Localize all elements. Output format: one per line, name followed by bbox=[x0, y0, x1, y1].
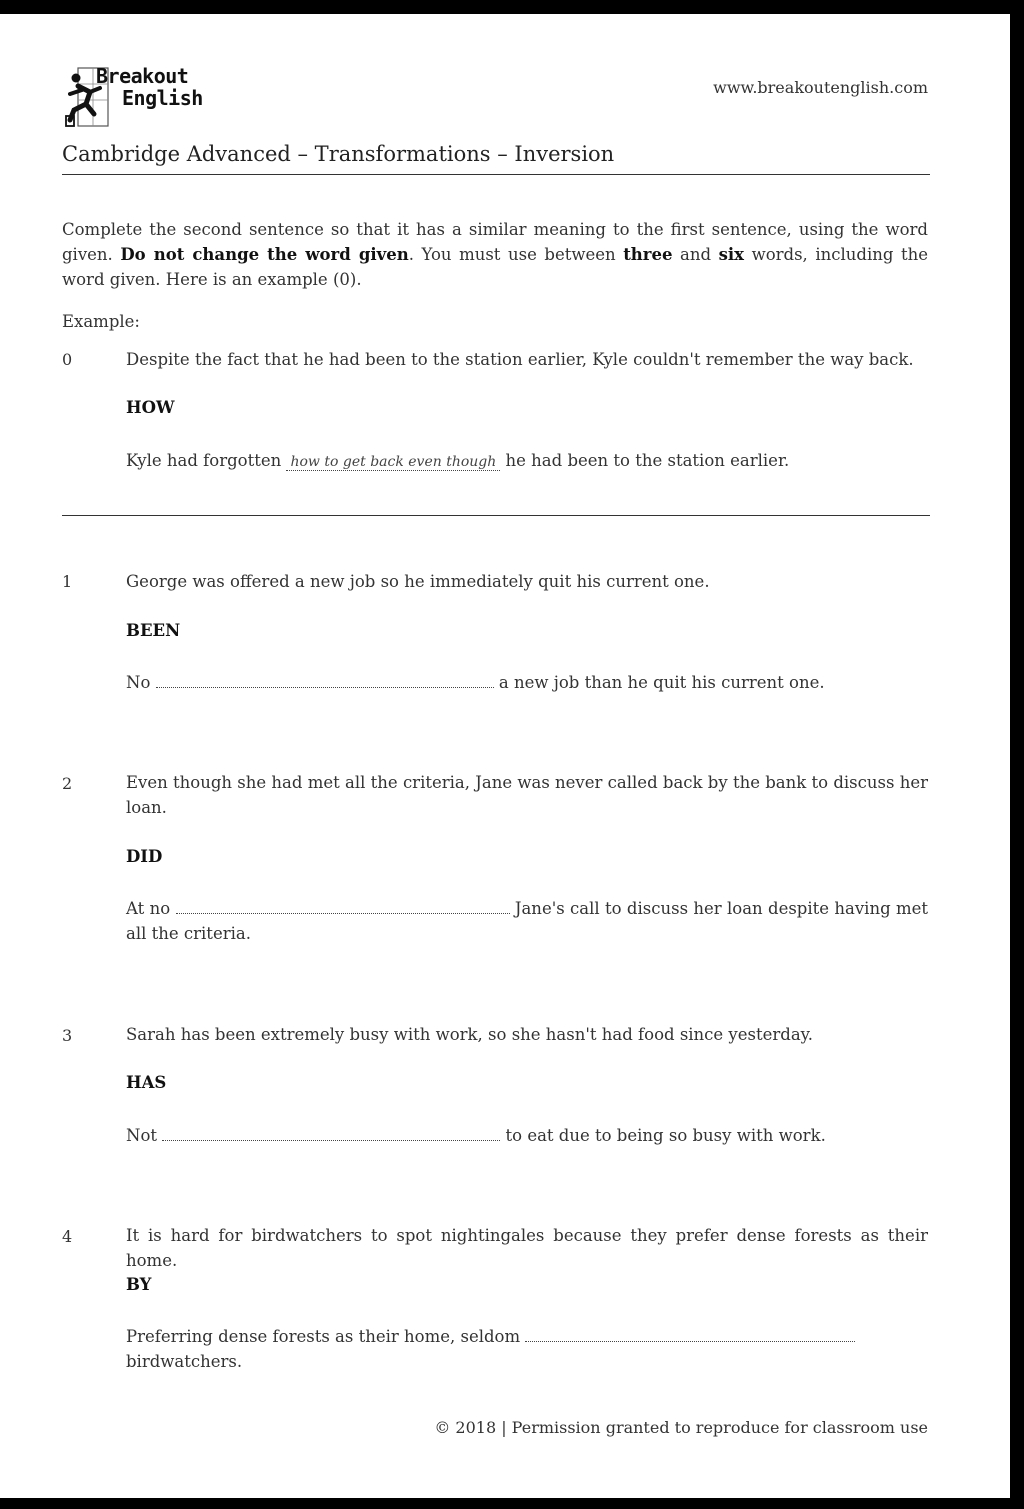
question-2-blank[interactable] bbox=[176, 899, 510, 914]
logo-text-breakout: Breakout bbox=[96, 64, 189, 88]
question-3-start: Not bbox=[126, 1126, 158, 1145]
question-4-number: 4 bbox=[62, 1227, 73, 1246]
instructions-text-2: . You must use between bbox=[408, 245, 624, 264]
example-label: Example: bbox=[62, 312, 140, 331]
example-answer-end: he had been to the station earlier. bbox=[505, 451, 790, 470]
question-1-blank[interactable] bbox=[156, 673, 494, 688]
logo-text-english: English bbox=[122, 86, 203, 110]
question-1-number: 1 bbox=[62, 572, 73, 591]
question-2-start: At no bbox=[126, 899, 171, 918]
question-1-start: No bbox=[126, 673, 151, 692]
website-url: www.breakoutenglish.com bbox=[713, 78, 928, 97]
question-4-end: birdwatchers. bbox=[126, 1352, 243, 1371]
question-2-answer-line bbox=[126, 896, 928, 946]
question-3-number: 3 bbox=[62, 1026, 73, 1045]
question-2-number: 2 bbox=[62, 774, 73, 793]
question-4-start: Preferring dense forests as their home, seldom bbox=[126, 1327, 521, 1346]
question-1-end: a new job than he quit his current one. bbox=[498, 673, 825, 692]
example-answer: how to get back even though bbox=[286, 454, 500, 471]
question-3-end: to eat due to being so busy with work. bbox=[505, 1126, 826, 1145]
question-4-keyword: BY bbox=[126, 1275, 152, 1294]
instructions bbox=[62, 217, 928, 292]
copyright-footer: © 2018 | Permission granted to reproduce for classroom use bbox=[434, 1418, 928, 1437]
question-1-sentence: George was offered a new job so he immediately quit his current one. bbox=[126, 572, 710, 591]
worksheet-page bbox=[0, 14, 1010, 1498]
page-title: Cambridge Advanced – Transformations – Inversion bbox=[62, 142, 615, 166]
question-1-keyword: BEEN bbox=[126, 621, 181, 640]
instructions-bold-1: Do not change the word given bbox=[120, 245, 409, 264]
example-number: 0 bbox=[62, 350, 73, 369]
question-4-sentence: It is hard for birdwatchers to spot nightingales because they prefer dense forests as their home. bbox=[126, 1226, 928, 1270]
example-answer-start: Kyle had forgotten bbox=[126, 451, 282, 470]
question-3-keyword: HAS bbox=[126, 1073, 167, 1092]
question-3-sentence: Sarah has been extremely busy with work, so she hasn't had food since yesterday. bbox=[126, 1025, 814, 1044]
instructions-text-1: Complete the second sentence so that it has a similar meaning to the first sentence, using the word given. bbox=[62, 220, 928, 264]
question-3-blank[interactable] bbox=[162, 1126, 500, 1141]
question-2-end: Jane's call to discuss her loan despite having met all the criteria. bbox=[126, 899, 929, 943]
question-4-blank[interactable] bbox=[525, 1327, 855, 1342]
question-4-answer-line bbox=[126, 1324, 928, 1374]
instructions-text-4: words, including the word given. Here is an example (0). bbox=[62, 245, 928, 289]
example-answer-line bbox=[126, 448, 928, 475]
example-sentence: Despite the fact that he had been to the station earlier, Kyle couldn't remember the way back. bbox=[126, 350, 914, 369]
instructions-bold-3: six bbox=[718, 245, 745, 264]
question-3-answer-line bbox=[126, 1123, 928, 1148]
instructions-text-3: and bbox=[672, 245, 719, 264]
instructions-bold-2: three bbox=[623, 245, 673, 264]
question-1-answer-line bbox=[126, 670, 928, 695]
example-divider bbox=[62, 515, 930, 516]
breakout-english-logo bbox=[64, 64, 234, 144]
example-keyword: HOW bbox=[126, 398, 175, 417]
title-divider bbox=[62, 174, 930, 175]
question-2-keyword: DID bbox=[126, 847, 163, 866]
question-2-sentence: Even though she had met all the criteria, Jane was never called back by the bank to discuss her loan. bbox=[126, 773, 928, 817]
